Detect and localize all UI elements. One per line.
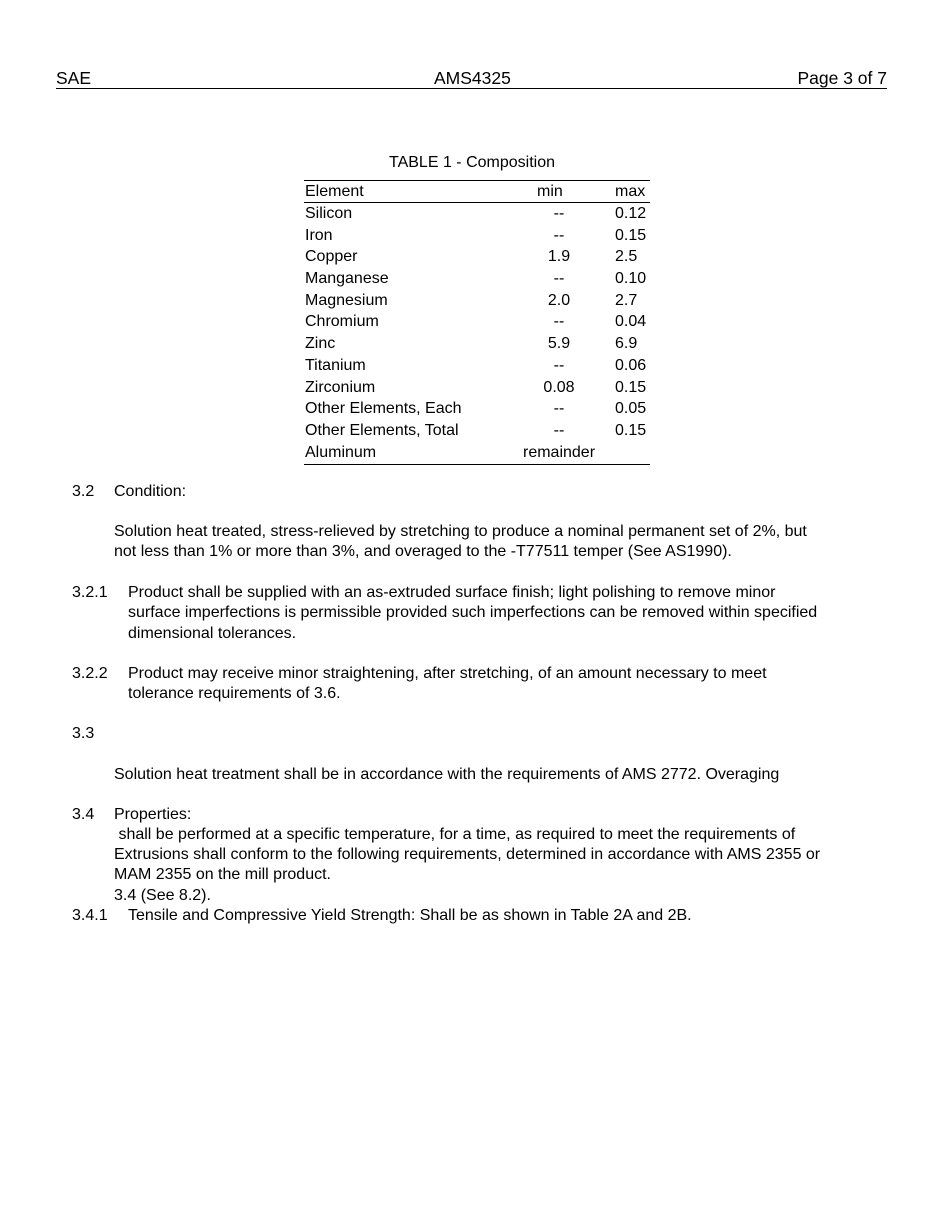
condition-paragraph (114, 522, 807, 563)
table-row (304, 225, 650, 247)
header-page-number: Page 3 of 7 (797, 68, 887, 88)
cell-max: 2.5 (615, 248, 638, 266)
table-row (304, 203, 650, 225)
cell-max: 0.05 (615, 400, 647, 418)
section-heading-properties: Properties: (114, 806, 192, 823)
paragraph-line: shall be performed at a specific temperature, for a time, as required to meet the requirements of (114, 826, 796, 844)
header-doc-number: AMS4325 (434, 68, 511, 88)
surface-finish-paragraph (128, 583, 817, 644)
paragraph-line: surface imperfections is permissible provided such imperfections can be removed within specified (128, 604, 818, 622)
cell-min: -- (553, 421, 565, 439)
table-title: TABLE 1 - Composition (389, 154, 555, 171)
section-number-3-2-2: 3.2.2 (72, 665, 108, 682)
table-row (304, 355, 650, 377)
table-row (304, 290, 650, 312)
cell-max: 2.7 (615, 291, 638, 309)
cell-min: 5.9 (547, 335, 571, 353)
paragraph-line: Product may receive minor straightening, after stretching, of an amount necessary to meet (128, 665, 767, 682)
cell-element: Other Elements, Total (305, 421, 459, 439)
paragraph-line: Solution heat treated, stress-relieved by stretching to produce a nominal permanent set of 2%, but (114, 523, 807, 540)
column-header-max: max (615, 183, 646, 200)
straightening-paragraph (128, 664, 767, 705)
cell-element: Copper (305, 248, 358, 266)
paragraph-line: not less than 1% or more than 3%, and overaged to the -T77511 temper (See AS1990). (114, 543, 732, 561)
paragraph-line: 3.4 (See 8.2). (114, 887, 211, 905)
properties-paragraph (114, 845, 820, 886)
section-number-3-2-1: 3.2.1 (72, 584, 108, 601)
table-row (304, 246, 650, 268)
paragraph-line: Extrusions shall conform to the following requirements, determined in accordance with AMS 2355 or (114, 846, 821, 863)
cell-element: Manganese (305, 270, 389, 288)
column-header-min: min (537, 183, 563, 200)
cell-min: remainder (522, 443, 596, 461)
section-heading-condition: Condition: (114, 483, 187, 500)
cell-min: 0.08 (543, 378, 575, 396)
cell-element: Zirconium (305, 378, 376, 396)
table-row (304, 377, 650, 399)
cell-min: -- (553, 400, 565, 418)
table-header-row (304, 181, 650, 203)
header-org: SAE (56, 68, 92, 88)
cell-min: -- (553, 270, 565, 288)
section-number-3-2: 3.2 (72, 483, 95, 500)
paragraph-line: Solution heat treatment shall be in accordance with the requirements of AMS 2772. Overaging (114, 765, 780, 783)
table-row (304, 398, 650, 420)
cell-min: -- (553, 313, 565, 331)
cell-min: -- (553, 205, 565, 222)
cell-max: 0.06 (615, 356, 647, 374)
cell-max: 0.12 (615, 205, 647, 222)
page-header (56, 68, 887, 89)
paragraph-line: dimensional tolerances. (128, 624, 297, 642)
cell-element: Magnesium (305, 291, 388, 309)
paragraph-line: Product shall be supplied with an as-extruded surface finish; light polishing to remove minor (128, 584, 776, 601)
section-number-3-4: 3.4 (72, 806, 95, 823)
table-row (304, 442, 650, 464)
column-header-element: Element (305, 183, 364, 200)
cell-max: 0.15 (615, 421, 647, 439)
cell-element: Iron (305, 226, 333, 244)
composition-table (304, 180, 650, 465)
yield-strength-paragraph: Tensile and Compressive Yield Strength: Shall be as shown in Table 2A and 2B. (128, 907, 692, 924)
cell-element: Other Elements, Each (305, 400, 462, 418)
table-row (304, 311, 650, 333)
table-row (304, 268, 650, 290)
heat-treatment-paragraph (114, 724, 795, 927)
cell-element: Chromium (305, 313, 379, 331)
table-row (304, 333, 650, 355)
cell-element: Aluminum (305, 443, 377, 461)
cell-element: Titanium (305, 356, 366, 374)
cell-max: 6.9 (615, 335, 638, 353)
cell-max: 0.10 (615, 270, 647, 288)
cell-min: 2.0 (547, 291, 571, 309)
cell-element: Zinc (305, 335, 336, 353)
section-number-3-4-1: 3.4.1 (72, 907, 108, 924)
cell-min: -- (553, 356, 565, 374)
table-row (304, 420, 650, 442)
paragraph-line: MAM 2355 on the mill product. (114, 866, 331, 884)
cell-min: -- (553, 226, 565, 244)
cell-max: 0.04 (615, 313, 647, 331)
section-number-3-3: 3.3 (72, 725, 95, 742)
cell-element: Silicon (305, 205, 353, 222)
cell-max: 0.15 (615, 226, 647, 244)
paragraph-line: tolerance requirements of 3.6. (128, 685, 341, 703)
cell-max: 0.15 (615, 378, 647, 396)
cell-min: 1.9 (547, 248, 571, 266)
